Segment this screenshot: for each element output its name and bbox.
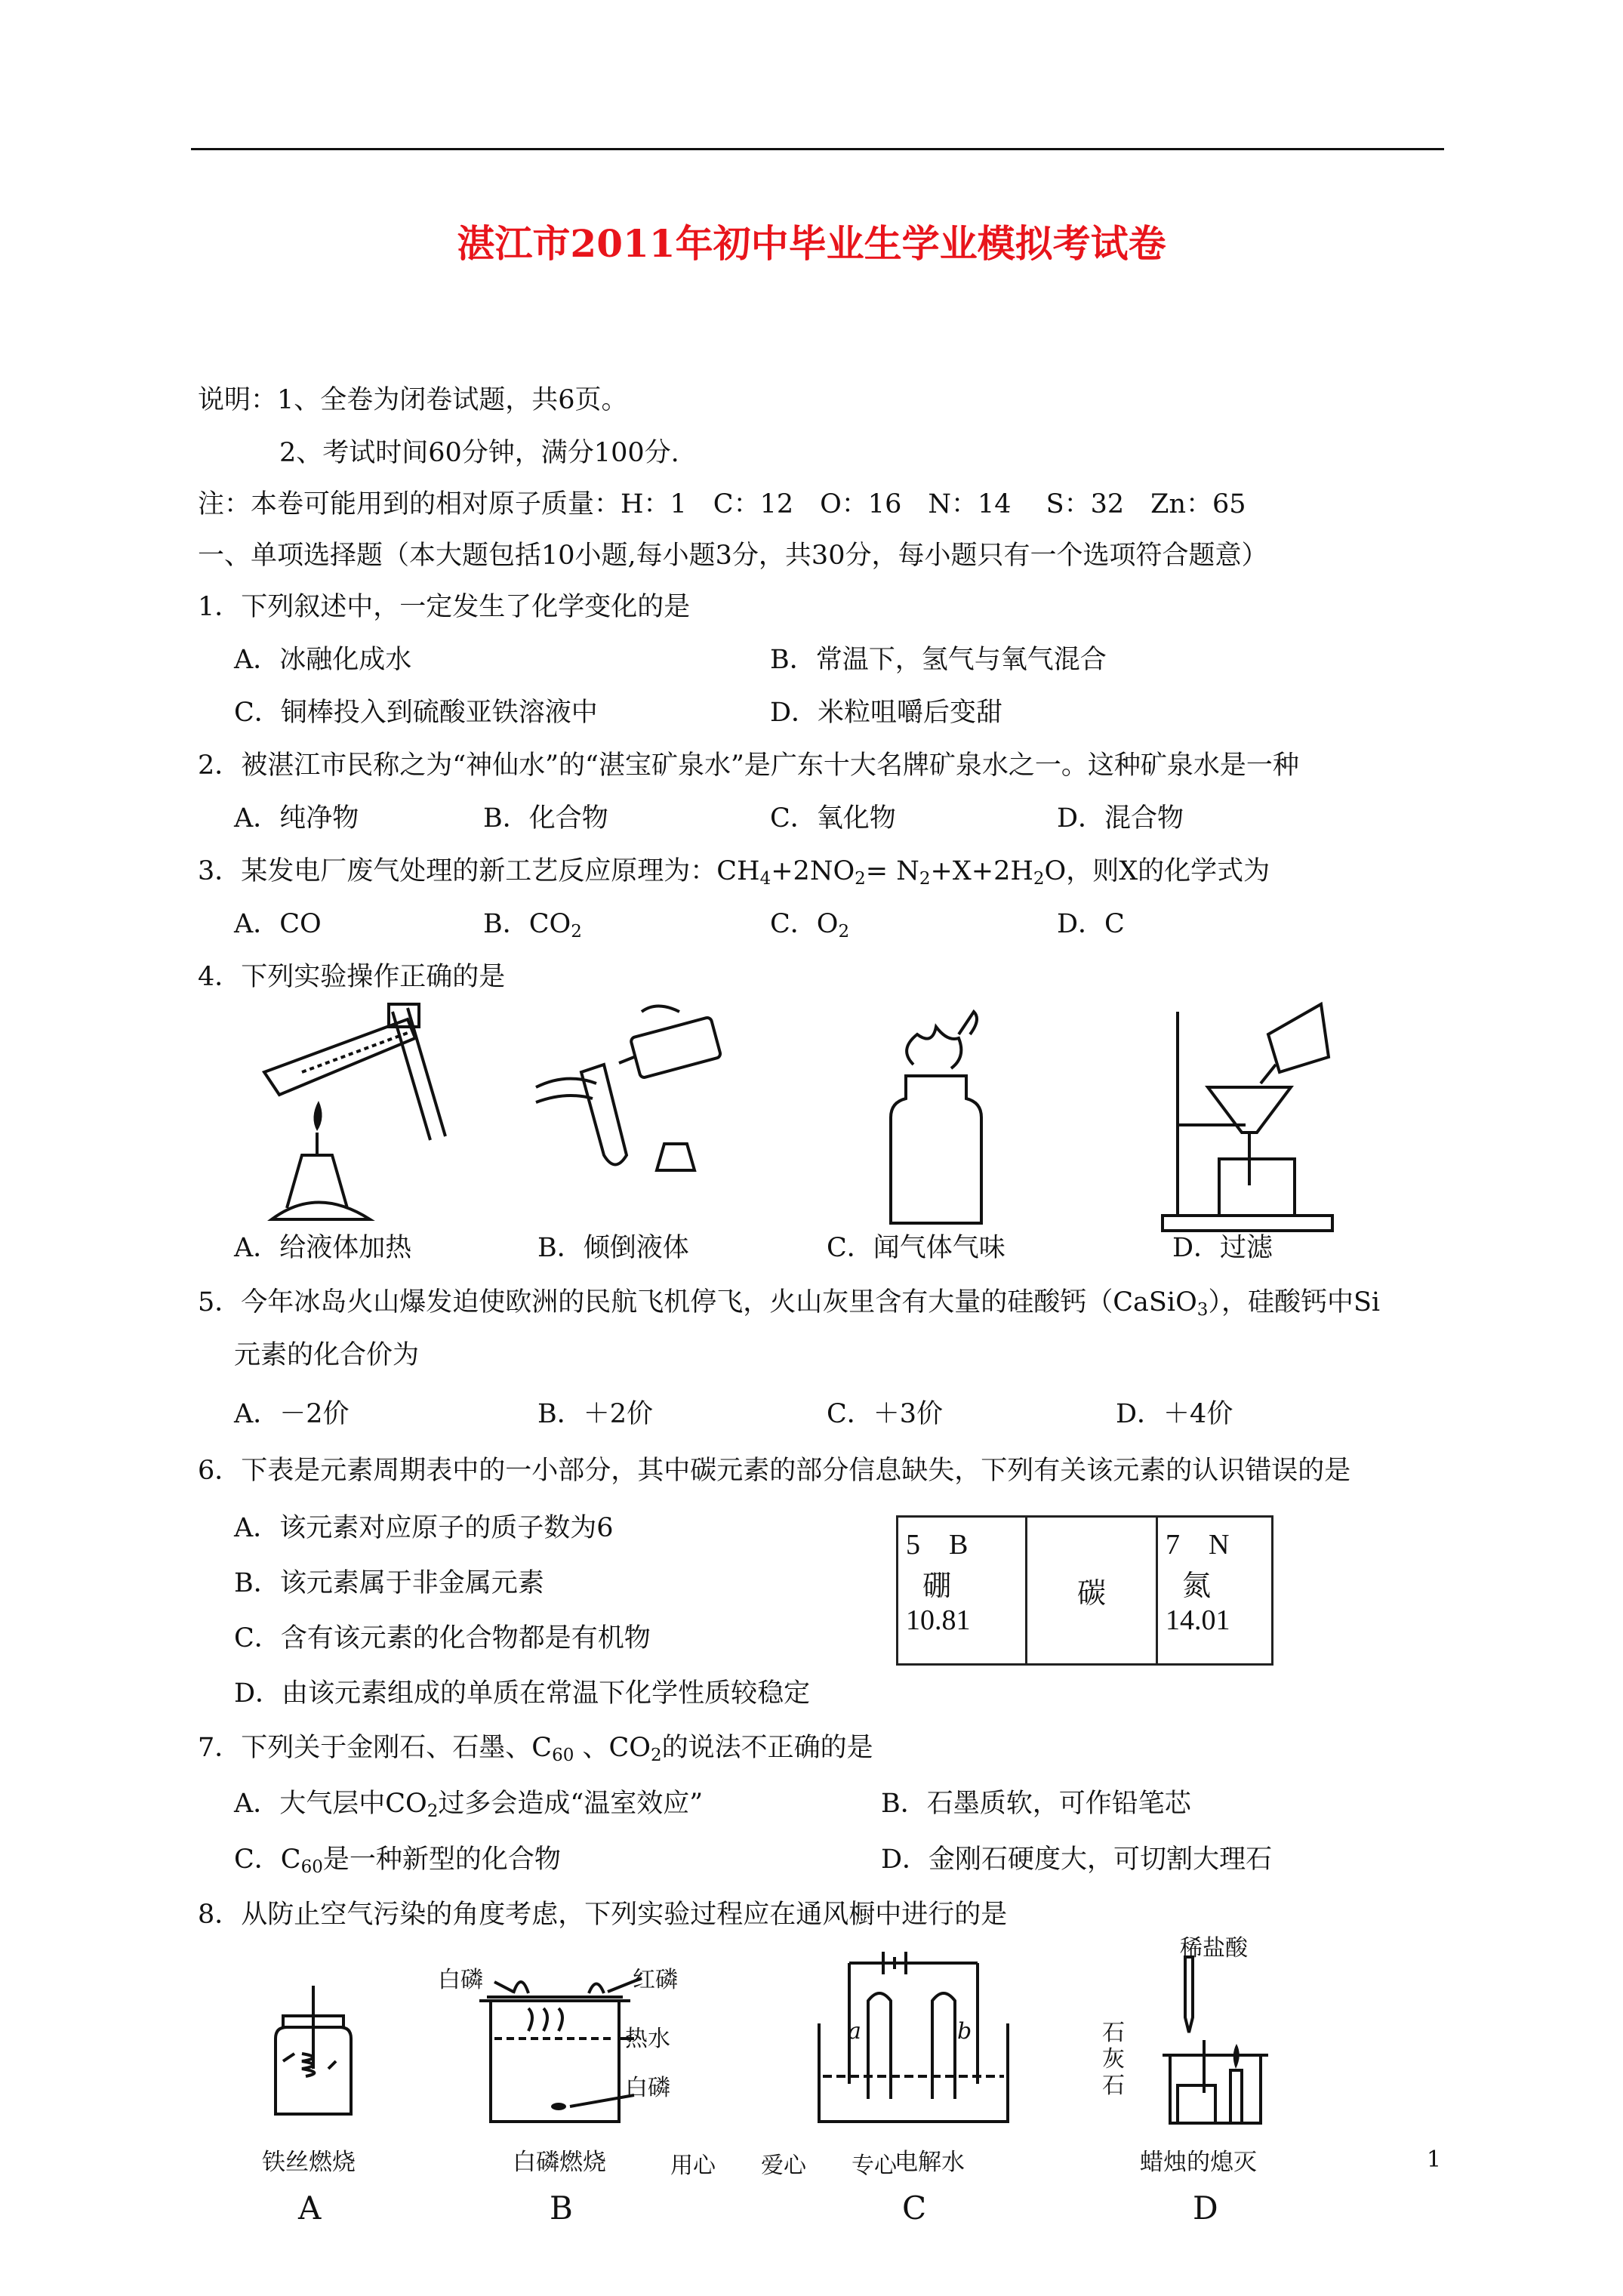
- svg-text:石: 石: [1102, 2020, 1125, 2046]
- q1-stem: 1．下列叙述中，一定发生了化学变化的是: [198, 592, 691, 622]
- q3-stem: 3．某发电厂废气处理的新工艺反应原理为：$CH_4+2NO_2= N_2+X+2H_2O$，则X的化学式为: [198, 856, 1270, 889]
- footer-text: 用心 爱心 专心: [670, 2153, 897, 2179]
- note-line-1: 说明：1、全卷为闭卷试题，共6页。: [198, 385, 628, 415]
- page-number: 1: [1427, 2147, 1442, 2173]
- section-heading: 一、单项选择题（本大题包括10小题,每小题3分，共30分，每小题只有一个选项符合题意）: [198, 541, 1268, 571]
- svg-text:a: a: [848, 2018, 861, 2045]
- q4-option-c: C．闻气体气味: [827, 1233, 1006, 1263]
- q2-option-d: D．混合物: [1057, 803, 1184, 834]
- electrolysis-figure: [812, 1948, 1015, 2129]
- q7-stem: 7．下列关于金刚石、石墨、$C_{60}$ 、$CO_2$的说法不正确的是: [198, 1733, 873, 1765]
- caption-candle: 蜡烛的熄灭: [1140, 2149, 1257, 2176]
- svg-text:稀盐酸: 稀盐酸: [1180, 1935, 1248, 1962]
- q7-option-b: B．石墨质软，可作铅笔芯: [881, 1789, 1191, 1819]
- cell-nitrogen: 7 N 氮 14.01: [1157, 1517, 1273, 1665]
- svg-text:b: b: [957, 2018, 972, 2045]
- q1-option-d: D．米粒咀嚼后变甜: [770, 698, 1003, 728]
- white-phosphorus-figure: [438, 1955, 725, 2129]
- caption-iron-wire: 铁丝燃烧: [262, 2149, 356, 2176]
- q5-stem: 5．今年冰岛火山爆发迫使欧洲的民航飞机停飞，火山灰里含有大量的硅酸钙（CaSiO$_3$），硅酸钙中Si: [198, 1287, 1381, 1320]
- q7-option-a: A．大气层中$CO_2$过多会造成“温室效应”: [234, 1789, 704, 1821]
- q8-stem: 8．从防止空气污染的角度考虑，下列实验过程应在通风橱中进行的是: [198, 1900, 1008, 1930]
- q1-option-c: C．铜棒投入到硫酸亚铁溶液中: [234, 698, 598, 728]
- q3-option-b: B．$CO_2$: [483, 909, 582, 942]
- q3-option-c: C．$O_2$: [770, 909, 850, 942]
- svg-text:白磷: 白磷: [438, 1967, 483, 1993]
- q6-stem: 6．下表是元素周期表中的一小部分，其中碳元素的部分信息缺失，下列有关该元素的认识错误的是: [198, 1456, 1351, 1486]
- figure-letter-a: A: [298, 2190, 322, 2227]
- filtration-figure: [1147, 997, 1336, 1238]
- header-rule: [191, 148, 1444, 150]
- q6-option-c: C．含有该元素的化合物都是有机物: [234, 1623, 651, 1653]
- figure-letter-c: C: [902, 2190, 927, 2227]
- q6-option-a: A．该元素对应原子的质子数为6: [234, 1513, 614, 1543]
- caption-white-phosphorus: 白磷燃烧: [513, 2149, 606, 2176]
- svg-text:热水: 热水: [625, 2026, 670, 2052]
- q1-option-b: B．常温下，氢气与氧气混合: [770, 645, 1107, 675]
- svg-text:白磷: 白磷: [625, 2075, 670, 2101]
- svg-text:石: 石: [1102, 2073, 1125, 2099]
- q4-stem: 4．下列实验操作正确的是: [198, 962, 506, 992]
- q2-option-c: C．氧化物: [770, 803, 896, 834]
- pouring-liquid-figure: [528, 1004, 725, 1231]
- candle-extinguish-figure: [1102, 1935, 1276, 2131]
- cell-carbon: 碳: [1027, 1517, 1157, 1665]
- q6-option-b: B．该元素属于非金属元素: [234, 1568, 544, 1598]
- q7-option-c: C．$C_{60}$是一种新型的化合物: [234, 1845, 561, 1877]
- figure-letter-b: B: [550, 2190, 573, 2227]
- q2-option-a: A．纯净物: [234, 803, 359, 834]
- iron-wire-burning-figure: [268, 1986, 359, 2122]
- periodic-table-excerpt: [896, 1515, 1273, 1666]
- q5-stem-continued: 元素的化合价为: [234, 1340, 420, 1370]
- svg-text:灰: 灰: [1102, 2046, 1125, 2073]
- q5-option-c: C．＋3价: [827, 1399, 944, 1429]
- q4-option-b: B．倾倒液体: [537, 1233, 689, 1263]
- q4-option-a: A．给液体加热: [234, 1233, 412, 1263]
- q5-option-a: A．－2价: [234, 1399, 350, 1429]
- q3-option-d: D．C: [1057, 909, 1125, 939]
- q5-option-b: B．＋2价: [537, 1399, 653, 1429]
- heating-liquid-figure: [257, 1004, 438, 1231]
- q7-option-d: D．金刚石硬度大，可切割大理石: [881, 1845, 1273, 1875]
- figure-letter-d: D: [1193, 2190, 1218, 2227]
- cell-boron: 5 B 硼 10.81: [898, 1517, 1027, 1665]
- page-title: 湛江市2011年初中毕业生学业模拟考试卷: [457, 221, 1166, 266]
- q4-option-d: D．过滤: [1172, 1233, 1273, 1263]
- smelling-gas-figure: [876, 1004, 996, 1231]
- q1-option-a: A．冰融化成水: [234, 645, 412, 675]
- q5-option-d: D．＋4价: [1116, 1399, 1233, 1429]
- note-line-2: 2、考试时间60分钟，满分100分.: [279, 438, 679, 468]
- svg-text:红磷: 红磷: [633, 1967, 678, 1993]
- q6-option-d: D．由该元素组成的单质在常温下化学性质较稳定: [234, 1678, 811, 1709]
- q2-stem: 2．被湛江市民称之为“神仙水”的“湛宝矿泉水”是广东十大名牌矿泉水之一。这种矿泉水是一种: [198, 750, 1299, 781]
- q3-option-a: A．CO: [234, 909, 322, 939]
- note-line-3: 注：本卷可能用到的相对原子质量：H：1 C：12 O：16 N：14 S：32 Zn：65: [198, 489, 1246, 519]
- q2-option-b: B．化合物: [483, 803, 608, 834]
- caption-electrolysis: 电解水: [895, 2149, 965, 2176]
